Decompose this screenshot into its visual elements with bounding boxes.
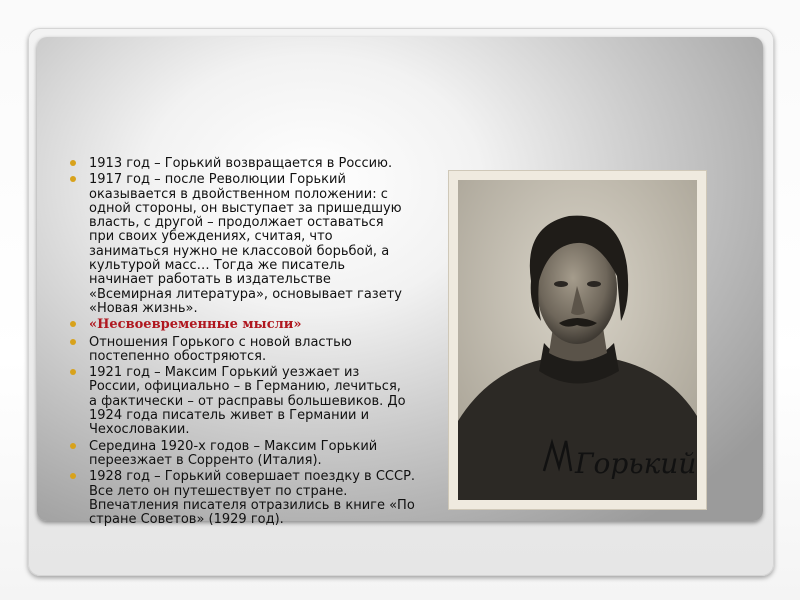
bullet-text: 1928 год – Горький совершает поездку в СССР. Все лето он путешествует по стране. Впечатления писателя отразились в книге «По стране Советов» (1929 год). (89, 469, 416, 528)
bullet-item (70, 157, 455, 171)
bullet-dot-icon (70, 443, 76, 449)
bullet-text: Середина 1920-х годов – Максим Горький переезжает в Сорренто (Италия). (89, 438, 378, 468)
bullet-dot-icon (70, 160, 76, 166)
bullet-text-highlight: «Несвоевременные мысли» (89, 317, 302, 333)
portrait-photo (449, 171, 706, 509)
bullet-dot-icon (70, 339, 76, 345)
bullet-item (70, 440, 455, 469)
bullet-item (70, 336, 455, 365)
bullet-item (70, 366, 455, 437)
signature-text: Горький (575, 447, 697, 480)
bullet-text: Отношения Горького с новой властью постепенно обостряются. (89, 334, 352, 364)
bullet-text: 1917 год – после Революции Горький оказывается в двойственном положении: с одной стороны, он выступает за пришедшую власть, с другой – продолжает оставаться при своих убеждениях, считая, что заниматься нужно не классовой борьбой, а культурой масс… Тогда же писатель начинает работать в издательстве «Всемирная литература», основывает газету «Новая жизнь». (89, 172, 402, 316)
bullet-list (70, 157, 455, 529)
bullet-item (70, 470, 455, 527)
bullet-dot-icon (70, 369, 76, 375)
bullet-dot-icon (70, 176, 76, 182)
bullet-item-highlight (70, 318, 455, 332)
bullet-item (70, 173, 455, 316)
bullet-text: 1913 год – Горький возвращается в Россию. (89, 156, 393, 171)
bullet-dot-icon (70, 321, 76, 327)
bullet-dot-icon (70, 473, 76, 479)
bullet-text: 1921 год – Максим Горький уезжает из России, официально – в Германию, лечиться, а фактически – от расправы большевиков. До 1924 года писатель живет в Германии и Чехословакии. (89, 365, 406, 438)
portrait-image (449, 171, 706, 509)
